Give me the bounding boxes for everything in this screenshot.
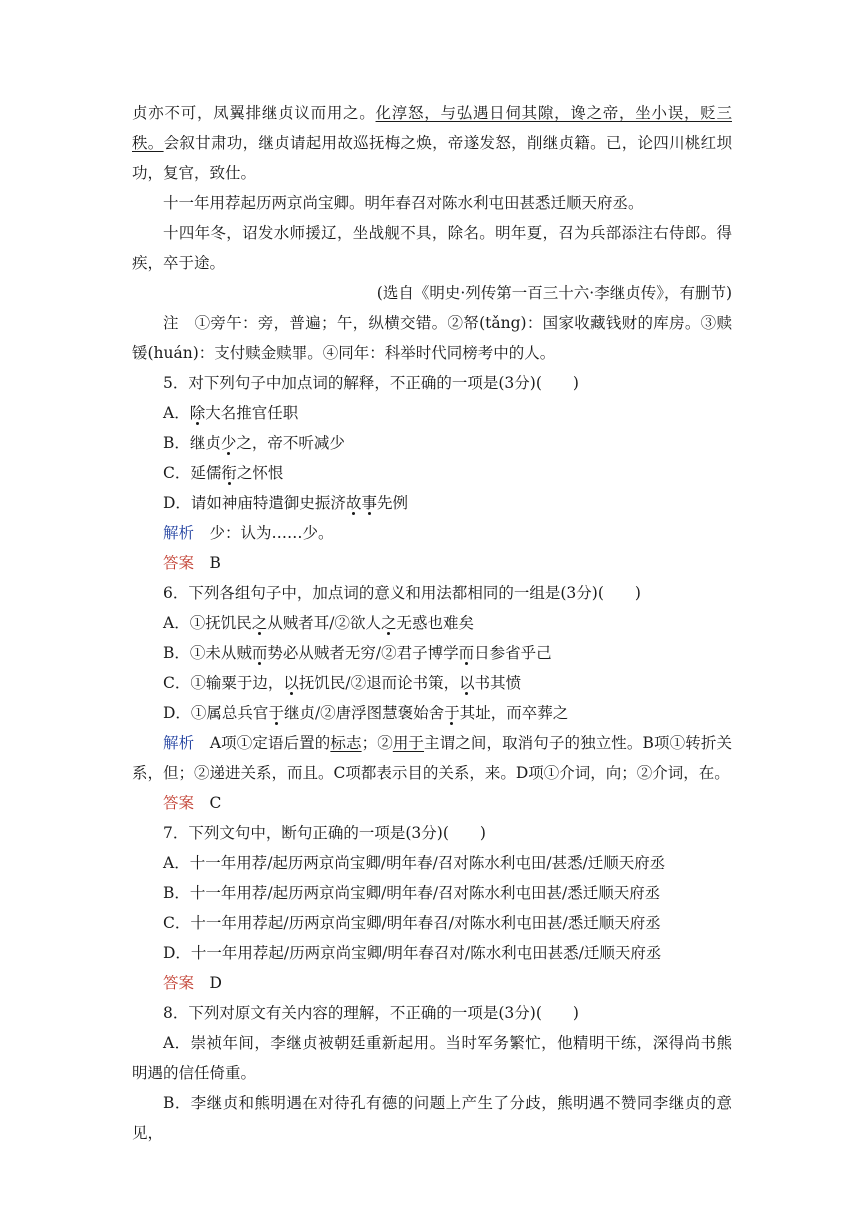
passage-paragraph-3: 十四年冬，诏发水师援辽，坐战舰不具，除名。明年夏，召为兵部添注右侍郎。得疾，卒于途。 (132, 224, 732, 272)
dotted-word: 于 (444, 704, 460, 722)
question-5-stem: 5．对下列句子中加点词的解释，不正确的一项是(3分)( ) (163, 374, 579, 392)
answer-label: 答案 (163, 794, 195, 812)
analysis-text: 主谓之间，取消句子的独立性。B项①转折关系，但；②递进关系，而且。C项都表示目的关系，来。D项①介词，向；②介词，在。 (132, 734, 732, 782)
source-citation: (选自《明史·列传第一百三十六·李继贞传》，有删节) (376, 284, 732, 302)
option-text: 书其愤 (474, 674, 522, 692)
dotted-word: 故 (345, 494, 362, 512)
option-text: 无惑也难矣 (396, 614, 474, 632)
option-text: 继贞/②唐浮图慧褒始舍 (283, 704, 445, 722)
dotted-word: 之 (251, 614, 268, 632)
question-6-answer (132, 788, 732, 818)
option-text: 先例 (376, 494, 408, 512)
question-6-analysis (132, 728, 732, 788)
passage-text: 会叙甘肃功，继贞请起用故巡抚梅之焕，帝遂发怒，削继贞籍。已，论四川桃红坝功，复官，致仕。 (132, 134, 732, 182)
option-text: 从贼者耳/②欲人 (267, 614, 381, 632)
underlined-text: 用于 (392, 734, 425, 752)
option-text: A． (163, 404, 190, 422)
dotted-word: 衔 (221, 464, 237, 482)
question-7-option-d: D．十一年用荐起/历两京尚宝卿/明年春召对/陈水利屯田甚悉/迁顺天府丞 (163, 944, 662, 962)
dotted-word: 而 (251, 644, 268, 662)
question-5-option-b (132, 428, 732, 458)
question-7-option-b: B．十一年用荐/起历两京尚宝卿/明年春/召对陈水利屯田甚/悉迁顺天府丞 (163, 884, 661, 902)
analysis-text: ；② (361, 734, 393, 752)
option-text: 其址，而卒葬之 (459, 704, 569, 722)
question-8-option-b: B．李继贞和熊明遇在对待孔有德的问题上产生了分歧，熊明遇不赞同李继贞的意见， (132, 1094, 732, 1142)
option-text: 之怀恨 (236, 464, 284, 482)
answer-label: 答案 (163, 554, 195, 572)
question-5-option-d (132, 488, 732, 518)
dotted-word: 除 (189, 404, 206, 422)
question-5-option-c (132, 458, 732, 488)
document-page (132, 98, 732, 1148)
dotted-word: 于 (268, 704, 284, 722)
dotted-word: 事 (361, 494, 377, 512)
answer-value: B (194, 554, 221, 572)
option-text: 日参省乎己 (474, 644, 552, 662)
question-7-option-c: C．十一年用荐起/历两京尚宝卿/明年春召/对陈水利屯田甚/悉迁顺天府丞 (163, 914, 661, 932)
dotted-word: 而 (458, 644, 475, 662)
option-text: 之，帝不听减少 (236, 434, 345, 452)
question-6-option-b (132, 638, 732, 668)
dotted-word: 少 (220, 434, 237, 452)
question-6-option-c (132, 668, 732, 698)
question-8-stem: 8．下列对原文有关内容的理解，不正确的一项是(3分)( ) (163, 1004, 579, 1022)
answer-value: D (194, 974, 222, 992)
question-6-option-d (132, 698, 732, 728)
question-5-answer (132, 548, 732, 578)
option-text: A．①抚饥民 (163, 614, 252, 632)
dotted-word: 之 (380, 614, 397, 632)
analysis-label: 解析 (163, 524, 195, 542)
option-text: 抚饥民/②退而论书策， (298, 674, 460, 692)
analysis-text: A项①定语后置的 (194, 734, 331, 752)
question-8-option-a: A．崇祯年间，李继贞被朝廷重新起用。当时军务繁忙，他精明干练，深得尚书熊明遇的信任倚重。 (132, 1034, 732, 1082)
question-5-option-a (132, 398, 732, 428)
dotted-word: 以 (459, 674, 475, 692)
option-text: 大名推官任职 (205, 404, 299, 422)
notes: 注 ①旁午：旁，普遍；午，纵横交错。②帑(tǎng)：国家收藏钱财的库房。③赎锾(huán)：支付赎金赎罪。④同年：科举时代同榜考中的人。 (132, 314, 732, 362)
passage-text: 贞亦不可，凤翼排继贞议而用之。 (132, 104, 376, 122)
underlined-text: 化淳怒，与弘遇日伺其隙，谗之帝，坐小误，贬三秩。 (132, 104, 732, 152)
option-text: C．①输粟于边， (163, 674, 284, 692)
answer-label: 答案 (163, 974, 195, 992)
passage-paragraph-2: 十一年用荐起历两京尚宝卿。明年春召对陈水利屯田甚悉迁顺天府丞。 (163, 194, 644, 212)
question-6-option-a (132, 608, 732, 638)
question-7-answer (132, 968, 732, 998)
underlined-text: 标志 (330, 734, 362, 752)
option-text: D．请如神庙特遣御史振济 (163, 494, 346, 512)
option-text: D．①属总兵官 (163, 704, 269, 722)
dotted-word: 以 (283, 674, 299, 692)
option-text: C．延儒 (163, 464, 222, 482)
analysis-text: 少：认为……少。 (194, 524, 334, 542)
question-5-analysis (132, 518, 732, 548)
analysis-label: 解析 (163, 734, 195, 752)
question-7-option-a: A．十一年用荐/起历两京尚宝卿/明年春/召对陈水利屯田/甚悉/迁顺天府丞 (163, 854, 666, 872)
question-6-stem: 6．下列各组句子中，加点词的意义和用法都相同的一组是(3分)( ) (163, 584, 641, 602)
option-text: 势必从贼者无穷/②君子博学 (267, 644, 459, 662)
option-text: B．继贞 (163, 434, 221, 452)
question-7-stem: 7．下列文句中，断句正确的一项是(3分)( ) (163, 824, 486, 842)
option-text: B．①未从贼 (163, 644, 252, 662)
passage-paragraph-1 (132, 98, 732, 188)
answer-value: C (194, 794, 222, 812)
